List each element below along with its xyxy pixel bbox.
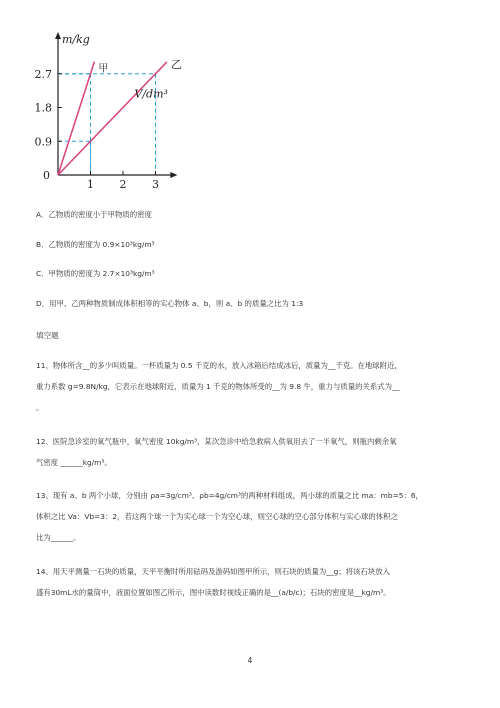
y-axis-label: m/kg <box>62 33 90 46</box>
mass-volume-graph <box>22 22 232 197</box>
series-line-1 <box>58 62 167 175</box>
y-axis-arrow <box>55 32 61 39</box>
section-title: 填空题 <box>36 331 59 340</box>
option-d: D．用甲、乙两种物质制成体积相等的实心物体 a、b，则 a、b 的质量之比为 1:3 <box>36 299 304 308</box>
x-tick-label-2: 3 <box>152 178 159 191</box>
q11-line3: 。 <box>36 403 44 412</box>
x-axis-arrow <box>170 172 177 178</box>
q11-line2: 重力系数 g=9.8N/kg，它表示在地球附近，质量为 1 千克的物体所受的__为 9.8 牛，重力与质量的关系式为__ <box>36 382 400 391</box>
y-tick-label-1: 1.8 <box>34 101 52 115</box>
y-tick-label-2: 0.9 <box>34 135 52 149</box>
x-tick-label-0: 1 <box>87 178 94 191</box>
graph-svg <box>22 22 232 197</box>
y-tick-label-0: 2.7 <box>34 67 52 81</box>
q13-line2: 体积之比 Va：Vb=3：2，若这两个球一个为实心球一个为空心球，则空心球的空心部分体积与实心球的体积之 <box>36 512 398 521</box>
origin-label: 0 <box>43 169 50 182</box>
q12-line1: 12、医院急诊室的氧气瓶中，氧气密度 10kg/m³，某次急诊中给急救病人供氧用去了一半氧气，则瓶内剩余氧 <box>36 437 397 446</box>
series-line-0 <box>58 62 94 175</box>
page-number: 4 <box>247 656 253 665</box>
q12-line2: 气密度 ______kg/m³。 <box>36 458 112 467</box>
x-axis-label: V/dm³ <box>134 87 168 101</box>
line-jia-label: 甲 <box>98 63 109 75</box>
q13-line1: 13、现有 a、b 两个小球，分别由 ρa=3g/cm³、ρb=4g/cm³的两种材料组成，两小球的质量之比 ma：mb=5：6， <box>36 491 423 500</box>
q11-line1: 11、物体所含__的多少叫质量。一杯质量为 0.5 千克的水，放入冰箱后结成冰后，质量为__千克。在地球附近， <box>36 361 402 370</box>
option-b: B．乙物质的密度为 0.9×10³kg/m³ <box>36 240 155 249</box>
x-tick-label-1: 2 <box>119 178 127 191</box>
q14-line1: 14、用天平测量一石块的质量，天平平衡时所用砝码及游码如图甲所示，则石块的质量为__g；将该石块放入 <box>36 567 391 576</box>
option-a: A．乙物质的密度小于甲物质的密度 <box>36 210 152 219</box>
q14-line2: 盛有30mL水的量筒中，液面位置如图乙所示，图中读数时视线正确的是__(a/b/c)；石块的密度是__kg/m³。 <box>36 588 391 597</box>
option-c: C．甲物质的密度为 2.7×10³kg/m³ <box>36 269 155 278</box>
q13-line3: 比为______。 <box>36 533 81 542</box>
line-yi-label: 乙 <box>170 57 182 71</box>
